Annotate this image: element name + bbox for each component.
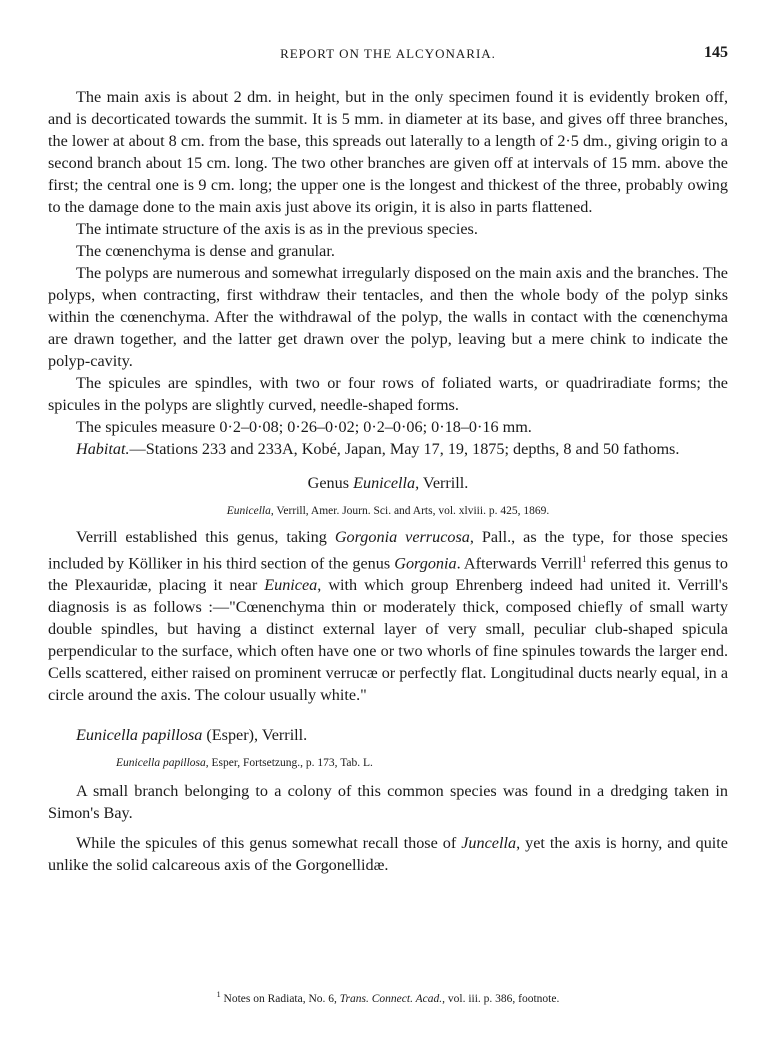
- species-name: Eunicella papillosa: [76, 726, 203, 745]
- footnote-text: Notes on Radiata, No. 6,: [220, 992, 340, 1005]
- species-heading: [48, 724, 728, 746]
- genus-heading: [48, 472, 728, 494]
- paragraph-axis-structure: The intimate structure of the axis is as in the previous species.: [76, 220, 478, 238]
- italic-term: Eunicea: [264, 576, 318, 595]
- paragraph-verrill: [48, 526, 728, 706]
- paragraph-habitat: [48, 438, 728, 460]
- paragraph-spicule-measure: The spicules measure 0·2–0·08; 0·26–0·02; 0·2–0·06; 0·18–0·16 mm.: [76, 418, 532, 436]
- footnote-number: 1: [216, 990, 221, 999]
- text-segment: While the spicules of this genus somewhat recall those of: [76, 834, 462, 853]
- species-reference: [48, 752, 728, 774]
- running-title: REPORT ON THE ALCYONARIA.: [280, 46, 496, 61]
- genus-author: , Verrill.: [415, 474, 469, 492]
- genus-ref-text: , Verrill, Amer. Journ. Sci. and Arts, vol. xlviii. p. 425, 1869.: [270, 505, 550, 517]
- paragraph-spicules-comparison: [48, 832, 728, 876]
- text-segment: Verrill established this genus, taking: [76, 528, 335, 546]
- habitat-label: Habitat.: [76, 440, 130, 458]
- page-number: 145: [704, 44, 728, 61]
- footnote: [48, 990, 728, 1005]
- italic-term: Juncella: [461, 834, 517, 853]
- paragraph-coenenchyma: The cœnenchyma is dense and granular.: [76, 242, 335, 260]
- footnote-marker: 1: [581, 554, 587, 564]
- body-text: [48, 86, 728, 876]
- text-segment: referred this genus to the Plexauridæ, placing it near: [48, 554, 728, 595]
- genus-reference: [48, 500, 728, 522]
- footnote-text: , vol. iii. p. 386, footnote.: [442, 992, 560, 1005]
- text-segment: , yet the axis is horny, and quite unlike the solid calcareous axis of the Gorgonellidæ.: [48, 834, 728, 875]
- footnote-journal: Trans. Connect. Acad.: [339, 992, 443, 1005]
- species-ref-name: Eunicella papillosa: [116, 757, 206, 770]
- italic-term: Gorgonia verrucosa: [334, 528, 470, 546]
- text-segment: . Afterwards Verrill: [456, 554, 582, 573]
- genus-name: Eunicella: [353, 474, 416, 492]
- habitat-text: —Stations 233 and 233A, Kobé, Japan, May 17, 19, 1875; depths, 8 and 50 fathoms.: [129, 440, 680, 458]
- paragraph-polyps: The polyps are numerous and somewhat irregularly disposed on the main axis and the branches. The polyps, when contracting, first withdraw their tentacles, and then the whole body of the polyp sinks within the cœnenchyma. After the withdrawal of the polyp, the walls in contact with the cœnenchyma are drawn together, and the latter get drawn over the polyp, leaving but a mere chink to indicate the polyp-cavity.: [48, 264, 728, 370]
- genus-ref-name: Eunicella: [226, 505, 271, 517]
- text-segment: , with which group Ehrenberg indeed had united it. Verrill's diagnosis is as follows :—"Cœnenchyma thin or moderately thick, composed chiefly of small warty double spindles, but having a distinct external layer of very small, peculiar club-shaped spicula perpendicular to the surface, which often have one or two whorls of fine spinules towards the larger end. Cells scattered, either raised on prominent verrucæ or perfectly flat. Longitudinal ducts nearly equal, in a circle around the axis. The colour usually white.": [48, 576, 728, 705]
- paragraph-axis: The main axis is about 2 dm. in height, but in the only specimen found it is evidently broken off, and is decorticated towards the summit. It is 5 mm. in diameter at its base, and gives off three branches, the lower at about 8 cm. from the base, this spreads out laterally to a length of 2·5 dm., giving origin to a second branch about 15 cm. long. The two other branches are given off at intervals of 15 mm. above the first; the central one is 9 cm. long; the upper one is the longest and thickest of the three, probably owing to the damage done to the main axis just above its origin, it is also in parts flattened.: [48, 88, 728, 216]
- italic-term: Gorgonia: [394, 554, 457, 573]
- species-ref-text: , Esper, Fortsetzung., p. 173, Tab. L.: [205, 757, 373, 770]
- species-author: (Esper), Verrill.: [202, 726, 308, 745]
- text-segment: , Pall., as the type, for those species included by Kölliker in his third section of the genus: [48, 528, 728, 573]
- paragraph-specimen: A small branch belonging to a colony of this common species was found in a dredging taken in Simon's Bay.: [48, 782, 728, 823]
- genus-prefix: Genus: [307, 474, 354, 492]
- paragraph-spicules: The spicules are spindles, with two or four rows of foliated warts, or quadriradiate forms; the spicules in the polyps are slightly curved, needle-shaped forms.: [48, 374, 728, 414]
- page-header: [48, 46, 728, 66]
